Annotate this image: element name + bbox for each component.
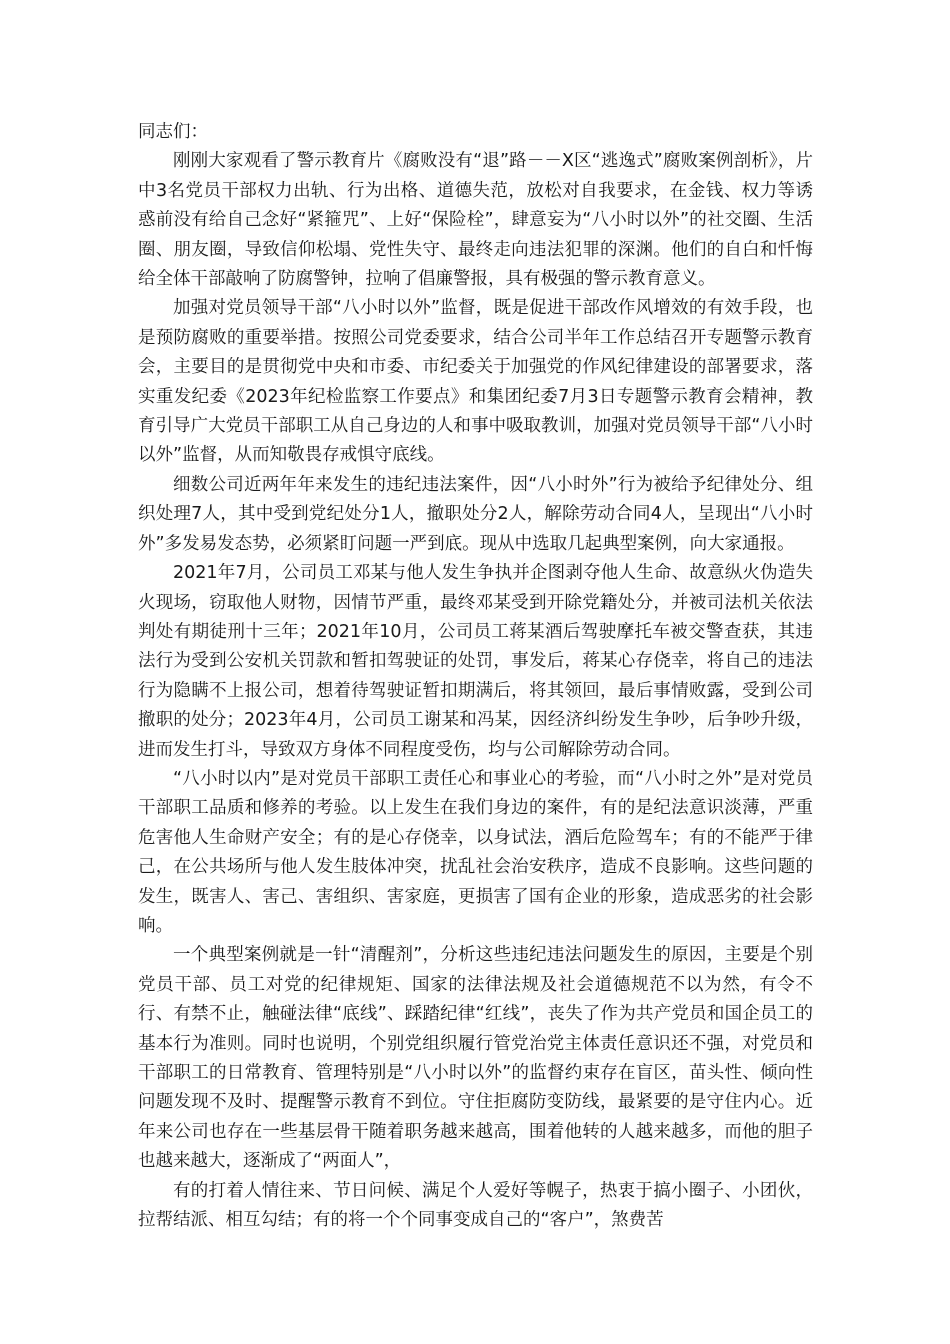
paragraph-4: 2021年7月，公司员工邓某与他人发生争执并企图剥夺他人生命、故意纵火伪造失火现场，窃取他人财物，因情节严重，最终邓某受到开除党籍处分，并被司法机关依法判处有期徒刑十三年；2021年10月，公司员工蒋某酒后驾驶摩托车被交警查获，其违法行为受到公安机关罚款和暂扣驾驶证的处罚，事发后，蒋某心存侥幸，将自己的违法行为隐瞒不上报公司，想着待驾驶证暂扣期满后，将其领回，最后事情败露，受到公司撤职的处分；2023年4月，公司员工谢某和冯某，因经济纠纷发生争吵，后争吵升级，进而发生打斗，导致双方身体不同程度受伤，均与公司解除劳动合同。: [138, 563, 813, 760]
paragraph-1: 刚刚大家观看了警示教育片《腐败没有“退”路－－X区“逃逸式”腐败案例剖析》，片中3名党员干部权力出轨、行为出格、道德失范，放松对自我要求，在金钱、权力等诱惑前没有给自己念好“紧箍咒”、上好“保险栓”，肆意妄为“八小时以外”的社交圈、生活圈、朋友圈，导致信仰松塌、党性失守、最终走向违法犯罪的深渊。他们的自白和忏悔给全体干部敲响了防腐警钟，拉响了倡廉警报，具有极强的警示教育意义。: [138, 151, 813, 290]
paragraph-7: 有的打着人情往来、节日问候、满足个人爱好等幌子，热衷于搞小圈子、小团伙，拉帮结派、相互勾结；有的将一个个同事变成自己的“客户”，煞费苦: [138, 1180, 813, 1231]
document-page: [138, 118, 813, 1235]
paragraph-5: “八小时以内”是对党员干部职工责任心和事业心的考验，而“八小时之外”是对党员干部职工品质和修养的考验。以上发生在我们身边的案件，有的是纪法意识淡薄，严重危害他人生命财产安全；有的是心存侥幸，以身试法，酒后危险驾车；有的不能严于律己，在公共场所与他人发生肢体冲突，扰乱社会治安秩序，造成不良影响。这些问题的发生，既害人、害己、害组织、害家庭，更损害了国有企业的形象，造成恶劣的社会影响。: [138, 768, 813, 936]
paragraph-6: 一个典型案例就是一针“清醒剂”，分析这些违纪违法问题发生的原因，主要是个别党员干部、员工对党的纪律规矩、国家的法律法规及社会道德规范不以为然，有令不行、有禁不止，触碰法律“底线”、踩踏纪律“红线”，丧失了作为共产党员和国企员工的基本行为准则。同时也说明，个别党组织履行管党治党主体责任意识还不强，对党员和干部职工的日常教育、管理特别是“八小时以外”的监督约束存在盲区，苗头性、倾向性问题发现不及时、提醒警示教育不到位。守住拒腐防变防线，最紧要的是守住内心。近年来公司也存在一些基层骨干随着职务越来越高，围着他转的人越来越多，而他的胆子也越来越大，逐渐成了“两面人”，: [138, 945, 813, 1172]
paragraph-2: 加强对党员领导干部“八小时以外”监督，既是促进干部改作风增效的有效手段，也是预防腐败的重要举措。按照公司党委要求，结合公司半年工作总结召开专题警示教育会，主要目的是贯彻党中央和市委、市纪委关于加强党的作风纪律建设的部署要求，落实重发纪委《2023年纪检监察工作要点》和集团纪委7月3日专题警示教育会精神，教育引导广大党员干部职工从自己身边的人和事中吸取教训，加强对党员领导干部“八小时以外”监督，从而知敬畏存戒惧守底线。: [138, 298, 813, 466]
salutation: 同志们：: [138, 122, 208, 142]
paragraph-3: 细数公司近两年年来发生的违纪违法案件，因“八小时外”行为被给予纪律处分、组织处理7人，其中受到党纪处分1人，撤职处分2人，解除劳动合同4人，呈现出“八小时外”多发易发态势，必须紧盯问题一严到底。现从中选取几起典型案例，向大家通报。: [138, 474, 813, 554]
